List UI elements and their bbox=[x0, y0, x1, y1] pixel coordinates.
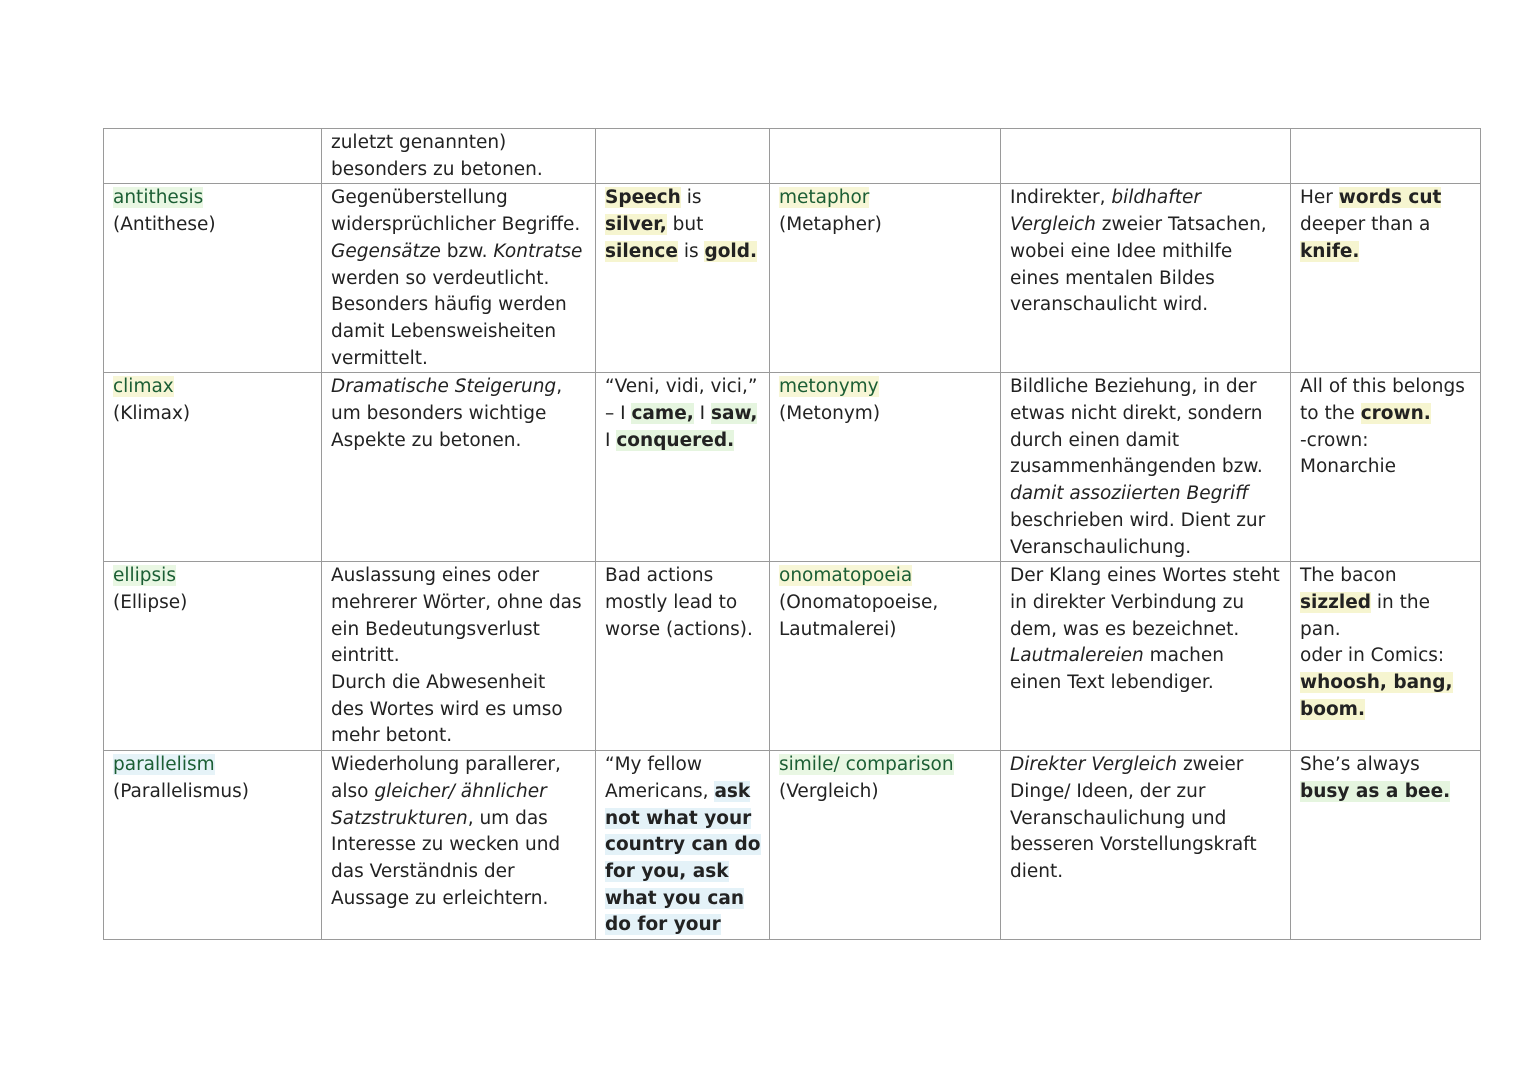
description-cell: zuletzt genannten) besonders zu betonen. bbox=[322, 129, 596, 184]
term-name: metonymy bbox=[779, 376, 879, 398]
term-cell bbox=[770, 562, 1001, 751]
term-cell bbox=[104, 751, 322, 940]
term-translation: (Ellipse) bbox=[113, 591, 188, 613]
term-translation: (Metonym) bbox=[779, 403, 881, 425]
term-cell bbox=[104, 129, 322, 184]
example-cell: Speech is silver, but silence is gold. bbox=[596, 184, 770, 373]
term-translation: (Klimax) bbox=[113, 403, 191, 425]
term-cell bbox=[104, 373, 322, 562]
table-row bbox=[104, 373, 1481, 562]
rhetorical-devices-table bbox=[103, 128, 1481, 940]
term-translation: (Antithese) bbox=[113, 214, 216, 236]
term-name: parallelism bbox=[113, 754, 215, 776]
term-translation: Lautmalerei) bbox=[779, 618, 897, 640]
description-cell: Indirekter, bildhafter Vergleich zweier Tatsachen, wobei eine Idee mithilfe eines mentalen Bildes veranschaulicht wird. bbox=[1001, 184, 1291, 373]
term-cell bbox=[770, 373, 1001, 562]
table-row bbox=[104, 751, 1481, 940]
description-cell: Wiederholung parallerer, also gleicher/ ähnlicher Satzstrukturen, um das Interesse zu wecken und das Verständnis der Aussage zu erleichtern. bbox=[322, 751, 596, 940]
term-cell bbox=[104, 562, 322, 751]
example-cell: Her words cut deeper than a knife. bbox=[1291, 184, 1481, 373]
description-cell: Auslassung eines oder mehrerer Wörter, ohne das ein Bedeutungsverlust eintritt. Durch die Abwesenheit des Wortes wird es umso mehr betont. bbox=[322, 562, 596, 751]
term-translation: (Onomatopoeise, bbox=[779, 591, 939, 613]
term-translation: (Metapher) bbox=[779, 214, 882, 236]
table-row bbox=[104, 562, 1481, 751]
table-row bbox=[104, 184, 1481, 373]
example-cell: All of this belongs to the crown. -crown: Monarchie bbox=[1291, 373, 1481, 562]
description-cell: Bildliche Beziehung, in der etwas nicht direkt, sondern durch einen damit zusammenhängenden bzw. damit assoziierten Begriff beschrieben wird. Dient zur Veranschaulichung. bbox=[1001, 373, 1291, 562]
term-name: antithesis bbox=[113, 187, 204, 209]
example-cell bbox=[1291, 129, 1481, 184]
description-cell: Gegenüberstellung widersprüchlicher Begriffe. Gegensätze bzw. Kontratse werden so verdeutlicht. Besonders häufig werden damit Lebensweisheiten vermittelt. bbox=[322, 184, 596, 373]
table-row bbox=[104, 129, 1481, 184]
example-cell: “My fellow Americans, ask not what your country can do for you, ask what you can do for your bbox=[596, 751, 770, 940]
example-cell: The bacon sizzled in the pan. oder in Comics: whoosh, bang, boom. bbox=[1291, 562, 1481, 751]
example-cell: “Veni, vidi, vici,” – I came, I saw, I conquered. bbox=[596, 373, 770, 562]
description-cell: Dramatische Steigerung, um besonders wichtige Aspekte zu betonen. bbox=[322, 373, 596, 562]
example-cell bbox=[596, 129, 770, 184]
description-cell bbox=[1001, 129, 1291, 184]
description-cell: Der Klang eines Wortes steht in direkter Verbindung zu dem, was es bezeichnet. Lautmalereien machen einen Text lebendiger. bbox=[1001, 562, 1291, 751]
term-translation: (Parallelismus) bbox=[113, 780, 250, 802]
term-name: onomatopoeia bbox=[779, 565, 913, 587]
term-translation: (Vergleich) bbox=[779, 780, 879, 802]
term-cell bbox=[770, 184, 1001, 373]
term-name: simile/ comparison bbox=[779, 754, 954, 776]
example-cell: Bad actions mostly lead to worse (actions). bbox=[596, 562, 770, 751]
example-cell: She’s always busy as a bee. bbox=[1291, 751, 1481, 940]
term-cell bbox=[104, 184, 322, 373]
description-cell: Direkter Vergleich zweier Dinge/ Ideen, der zur Veranschaulichung und besseren Vorstellungskraft dient. bbox=[1001, 751, 1291, 940]
term-name: ellipsis bbox=[113, 565, 176, 587]
term-cell bbox=[770, 129, 1001, 184]
term-name: metaphor bbox=[779, 187, 870, 209]
term-name: climax bbox=[113, 376, 174, 398]
term-cell bbox=[770, 751, 1001, 940]
